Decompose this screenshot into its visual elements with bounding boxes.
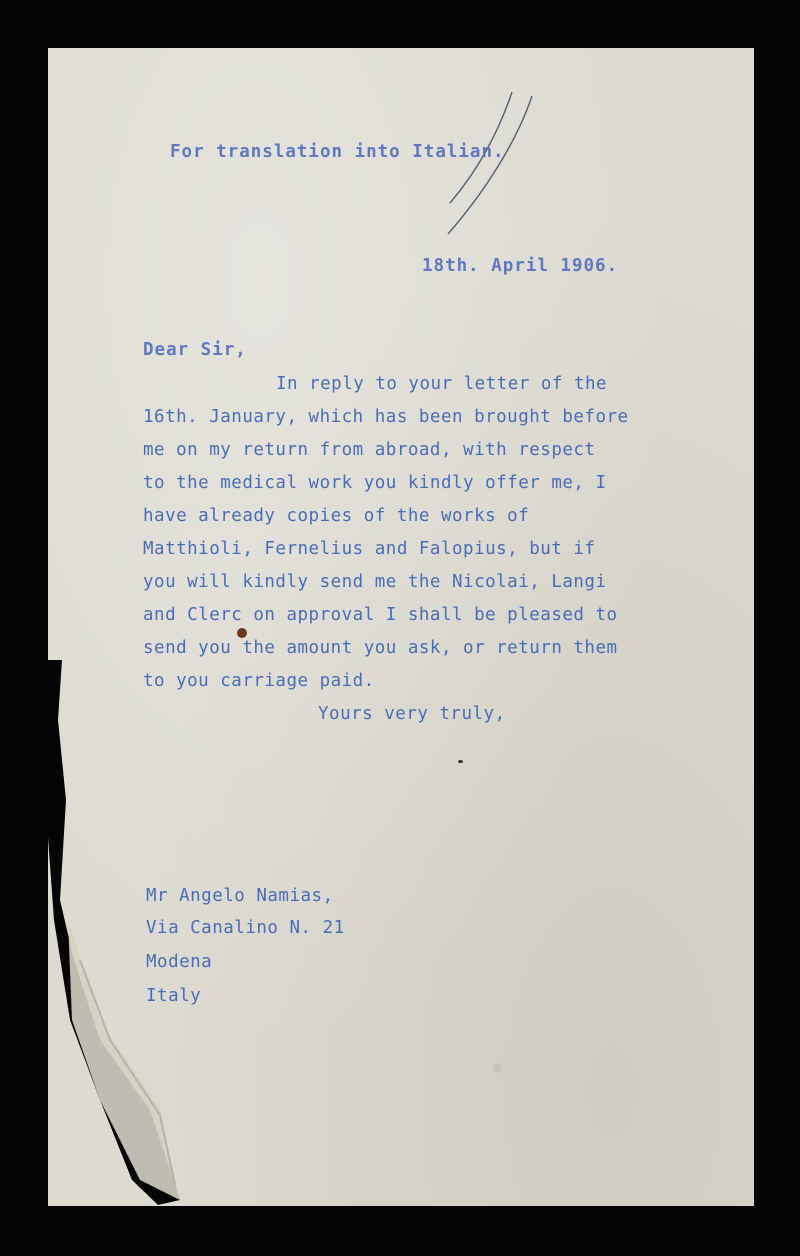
body-line: 16th. January, which has been brought before — [143, 407, 629, 427]
body-line: send you the amount you ask, or return them — [143, 638, 618, 658]
body-line: In reply to your letter of the — [276, 374, 608, 394]
closing: Yours very truly, — [318, 704, 506, 724]
pencil-strike-mark — [440, 88, 540, 238]
ink-speck — [458, 760, 463, 763]
address-street: Via Canalino N. 21 — [146, 918, 345, 938]
ink-stain — [237, 628, 247, 638]
body-line: Matthioli, Fernelius and Falopius, but if — [143, 539, 596, 559]
salutation: Dear Sir, — [143, 340, 247, 360]
body-line: have already copies of the works of — [143, 506, 530, 526]
body-line: to you carriage paid. — [143, 671, 375, 691]
translation-note: For translation into Italian. — [170, 142, 505, 162]
address-country: Italy — [146, 986, 202, 1006]
body-line: to the medical work you kindly offer me, I — [143, 473, 607, 493]
letter-date: 18th. April 1906. — [422, 256, 619, 276]
body-line: you will kindly send me the Nicolai, Langi — [143, 572, 607, 592]
body-line: and Clerc on approval I shall be pleased to — [143, 605, 618, 625]
torn-corner — [40, 660, 190, 1220]
paper-spot — [492, 1063, 502, 1073]
address-city: Modena — [146, 952, 213, 972]
address-name: Mr Angelo Namias, — [146, 886, 334, 906]
body-line: me on my return from abroad, with respect — [143, 440, 596, 460]
